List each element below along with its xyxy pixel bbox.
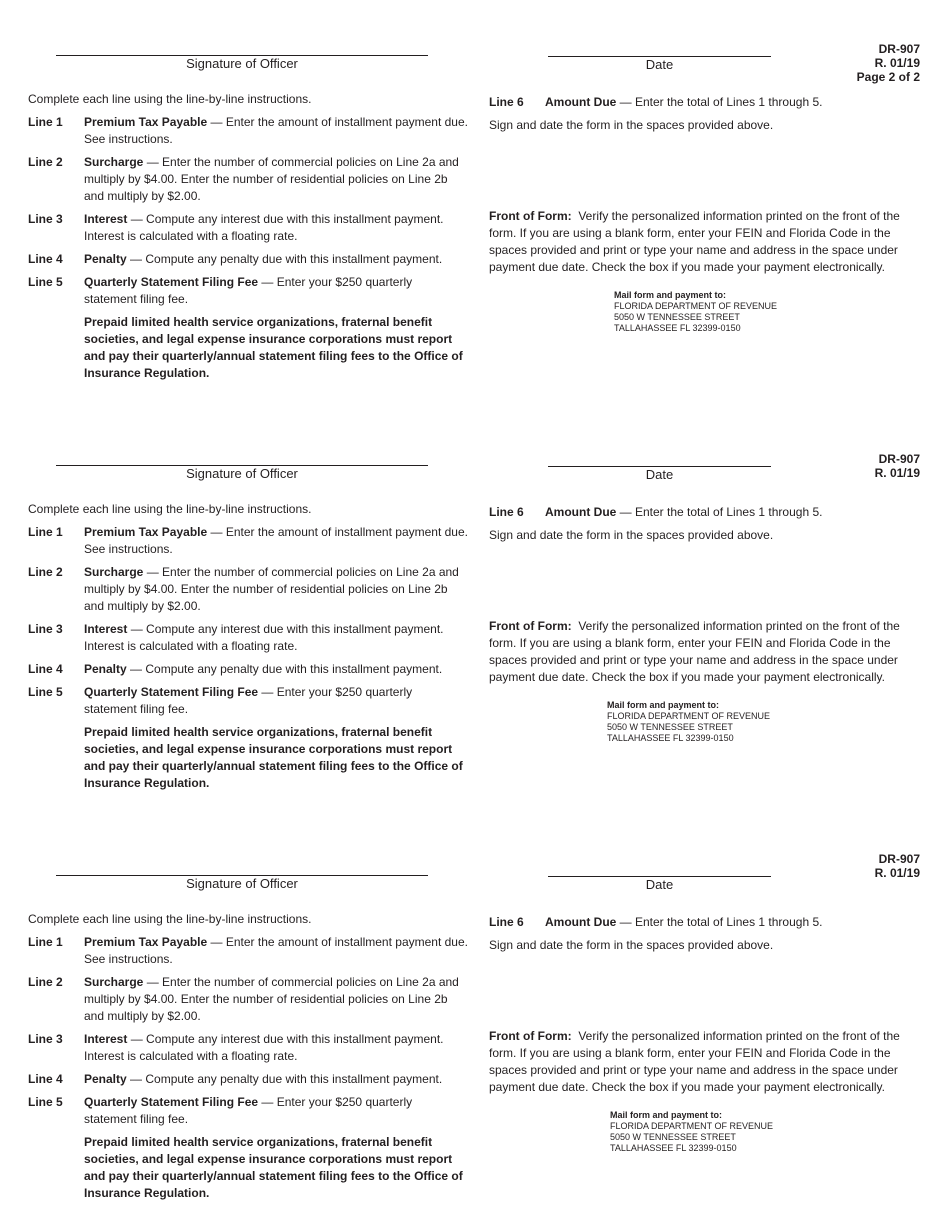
line-text: — Enter the amount of installment payment due. See instructions.	[84, 935, 468, 966]
line-number: Line 1	[28, 935, 63, 949]
mail-title: Mail form and payment to:	[614, 290, 727, 300]
line-text: — Enter the number of commercial policies on Line 2a and multiply by $4.00. Enter the number of residential policies on Line 2b and multiply by $2.00.	[84, 155, 459, 203]
form-revision: R. 01/19	[874, 866, 920, 880]
mailing-address	[607, 700, 770, 744]
line-number: Line 4	[28, 252, 63, 266]
line-term: Quarterly Statement Filing Fee	[84, 685, 259, 699]
mail-line: 5050 W TENNESSEE STREET	[614, 312, 740, 322]
line-item	[489, 914, 914, 931]
line-number: Line 6	[489, 95, 524, 109]
line-item	[28, 251, 468, 268]
line-item	[28, 154, 468, 205]
line-item	[28, 661, 468, 678]
line-term: Premium Tax Payable	[84, 525, 208, 539]
line-number: Line 5	[28, 275, 63, 289]
mail-title: Mail form and payment to:	[607, 700, 720, 710]
intro-text: Complete each line using the line-by-line instructions.	[28, 92, 312, 106]
form-section-3	[0, 820, 950, 1230]
line-text: — Enter the amount of installment payment due. See instructions.	[84, 115, 468, 146]
line-text: — Compute any interest due with this installment payment. Interest is calculated with a floating rate.	[84, 212, 444, 243]
front-label: Front of Form:	[489, 209, 572, 223]
line-number: Line 2	[28, 975, 63, 989]
line-text: — Compute any penalty due with this installment payment.	[126, 252, 443, 266]
line-item	[28, 211, 468, 245]
mailing-address	[614, 290, 777, 334]
mailing-address	[610, 1110, 773, 1154]
line-text: — Compute any interest due with this installment payment. Interest is calculated with a floating rate.	[84, 1032, 444, 1063]
line-term: Premium Tax Payable	[84, 935, 208, 949]
line-text: — Compute any interest due with this installment payment. Interest is calculated with a floating rate.	[84, 622, 444, 653]
line-text: — Enter your $250 quarterly statement filing fee.	[84, 275, 413, 306]
mail-line: TALLAHASSEE FL 32399-0150	[614, 323, 741, 333]
filing-fee-notice: Prepaid limited health service organizations, fraternal benefit societies, and legal expense insurance corporations must report and pay their quarterly/annual statement filing fees to the Office of Insurance Regulation.	[84, 725, 463, 790]
instructions-left	[28, 501, 468, 792]
line-item	[28, 564, 468, 615]
sign-date-text: Sign and date the form in the spaces provided above.	[489, 118, 774, 132]
front-text: Verify the personalized information printed on the front of the form. If you are using a blank form, enter your FEIN and Florida Code in the spaces provided and print or type your name and address in the space under payment due date. Check the box if you made your payment electronically.	[489, 619, 904, 684]
line-term: Premium Tax Payable	[84, 115, 208, 129]
line-term: Surcharge	[84, 565, 144, 579]
line-term: Quarterly Statement Filing Fee	[84, 275, 259, 289]
form-number: DR-907	[878, 452, 920, 466]
line-text: — Compute any penalty due with this installment payment.	[126, 662, 443, 676]
form-section-2	[0, 410, 950, 820]
mail-line: 5050 W TENNESSEE STREET	[607, 722, 733, 732]
line-text: — Enter the total of Lines 1 through 5.	[616, 505, 823, 519]
form-id	[857, 42, 920, 84]
line-number: Line 1	[28, 525, 63, 539]
line-text: — Enter the number of commercial policies on Line 2a and multiply by $4.00. Enter the number of residential policies on Line 2b and multiply by $2.00.	[84, 565, 459, 613]
instructions-right	[489, 914, 914, 954]
intro-text: Complete each line using the line-by-line instructions.	[28, 502, 312, 516]
mail-title: Mail form and payment to:	[610, 1110, 723, 1120]
line-text: — Enter your $250 quarterly statement filing fee.	[84, 685, 413, 716]
filing-fee-notice: Prepaid limited health service organizations, fraternal benefit societies, and legal expense insurance corporations must report and pay their quarterly/annual statement filing fees to the Office of Insurance Regulation.	[84, 315, 463, 380]
line-item	[28, 1071, 468, 1088]
date-label: Date	[645, 877, 674, 892]
line-term: Amount Due	[545, 915, 617, 929]
date-label: Date	[645, 467, 674, 482]
line-term: Penalty	[84, 252, 127, 266]
line-number: Line 6	[489, 505, 524, 519]
instructions-right	[489, 94, 914, 134]
line-text: — Enter the total of Lines 1 through 5.	[616, 915, 823, 929]
line-number: Line 6	[489, 915, 524, 929]
date-label: Date	[645, 57, 674, 72]
front-text: Verify the personalized information printed on the front of the form. If you are using a blank form, enter your FEIN and Florida Code in the spaces provided and print or type your name and address in the space under payment due date. Check the box if you made your payment electronically.	[489, 1029, 904, 1094]
instructions-right	[489, 504, 914, 544]
line-term: Surcharge	[84, 155, 144, 169]
line-text: — Enter the number of commercial policies on Line 2a and multiply by $4.00. Enter the number of residential policies on Line 2b and multiply by $2.00.	[84, 975, 459, 1023]
line-item	[28, 114, 468, 148]
front-label: Front of Form:	[489, 619, 572, 633]
front-of-form	[489, 1028, 914, 1096]
front-text: Verify the personalized information printed on the front of the form. If you are using a blank form, enter your FEIN and Florida Code in the spaces provided and print or type your name and address in the space under payment due date. Check the box if you made your payment electronically.	[489, 209, 904, 274]
form-id	[875, 452, 920, 480]
front-of-form	[489, 618, 914, 686]
front-of-form	[489, 208, 914, 276]
line-term: Interest	[84, 212, 128, 226]
line-term: Amount Due	[545, 95, 617, 109]
line-item	[28, 1094, 468, 1128]
line-term: Interest	[84, 622, 128, 636]
sign-date-text: Sign and date the form in the spaces provided above.	[489, 528, 774, 542]
line-number: Line 3	[28, 212, 63, 226]
line-item	[28, 621, 468, 655]
signature-label: Signature of Officer	[186, 466, 298, 481]
line-item	[489, 94, 914, 111]
form-id	[875, 852, 920, 880]
line-item	[28, 974, 468, 1025]
instructions-left	[28, 911, 468, 1202]
mail-line: 5050 W TENNESSEE STREET	[610, 1132, 736, 1142]
line-text: — Enter the total of Lines 1 through 5.	[616, 95, 823, 109]
line-number: Line 2	[28, 565, 63, 579]
signature-label: Signature of Officer	[186, 56, 298, 71]
line-term: Penalty	[84, 662, 127, 676]
mail-line: TALLAHASSEE FL 32399-0150	[607, 733, 734, 743]
line-item	[28, 274, 468, 308]
line-item	[28, 934, 468, 968]
line-term: Quarterly Statement Filing Fee	[84, 1095, 259, 1109]
line-number: Line 3	[28, 622, 63, 636]
mail-line: FLORIDA DEPARTMENT OF REVENUE	[607, 711, 771, 721]
line-text: — Compute any penalty due with this installment payment.	[126, 1072, 443, 1086]
line-number: Line 1	[28, 115, 63, 129]
mail-line: TALLAHASSEE FL 32399-0150	[610, 1143, 737, 1153]
line-number: Line 4	[28, 1072, 63, 1086]
line-term: Surcharge	[84, 975, 144, 989]
front-label: Front of Form:	[489, 1029, 572, 1043]
line-text: — Enter the amount of installment payment due. See instructions.	[84, 525, 468, 556]
line-term: Amount Due	[545, 505, 617, 519]
intro-text: Complete each line using the line-by-line instructions.	[28, 912, 312, 926]
line-item	[28, 524, 468, 558]
line-item	[28, 684, 468, 718]
line-number: Line 5	[28, 1095, 63, 1109]
instructions-left	[28, 91, 468, 382]
page-number: Page 2 of 2	[856, 70, 920, 84]
form-section-1	[0, 0, 950, 410]
line-term: Penalty	[84, 1072, 127, 1086]
line-number: Line 2	[28, 155, 63, 169]
line-item	[489, 504, 914, 521]
mail-line: FLORIDA DEPARTMENT OF REVENUE	[610, 1121, 774, 1131]
line-text: — Enter your $250 quarterly statement filing fee.	[84, 1095, 413, 1126]
mail-line: FLORIDA DEPARTMENT OF REVENUE	[614, 301, 778, 311]
form-revision: R. 01/19	[874, 466, 920, 480]
line-item	[28, 1031, 468, 1065]
line-term: Interest	[84, 1032, 128, 1046]
line-number: Line 5	[28, 685, 63, 699]
line-number: Line 3	[28, 1032, 63, 1046]
signature-label: Signature of Officer	[186, 876, 298, 891]
sign-date-text: Sign and date the form in the spaces provided above.	[489, 938, 774, 952]
form-revision: R. 01/19	[874, 56, 920, 70]
form-number: DR-907	[878, 42, 920, 56]
filing-fee-notice: Prepaid limited health service organizations, fraternal benefit societies, and legal expense insurance corporations must report and pay their quarterly/annual statement filing fees to the Office of Insurance Regulation.	[84, 1135, 463, 1200]
form-number: DR-907	[878, 852, 920, 866]
line-number: Line 4	[28, 662, 63, 676]
